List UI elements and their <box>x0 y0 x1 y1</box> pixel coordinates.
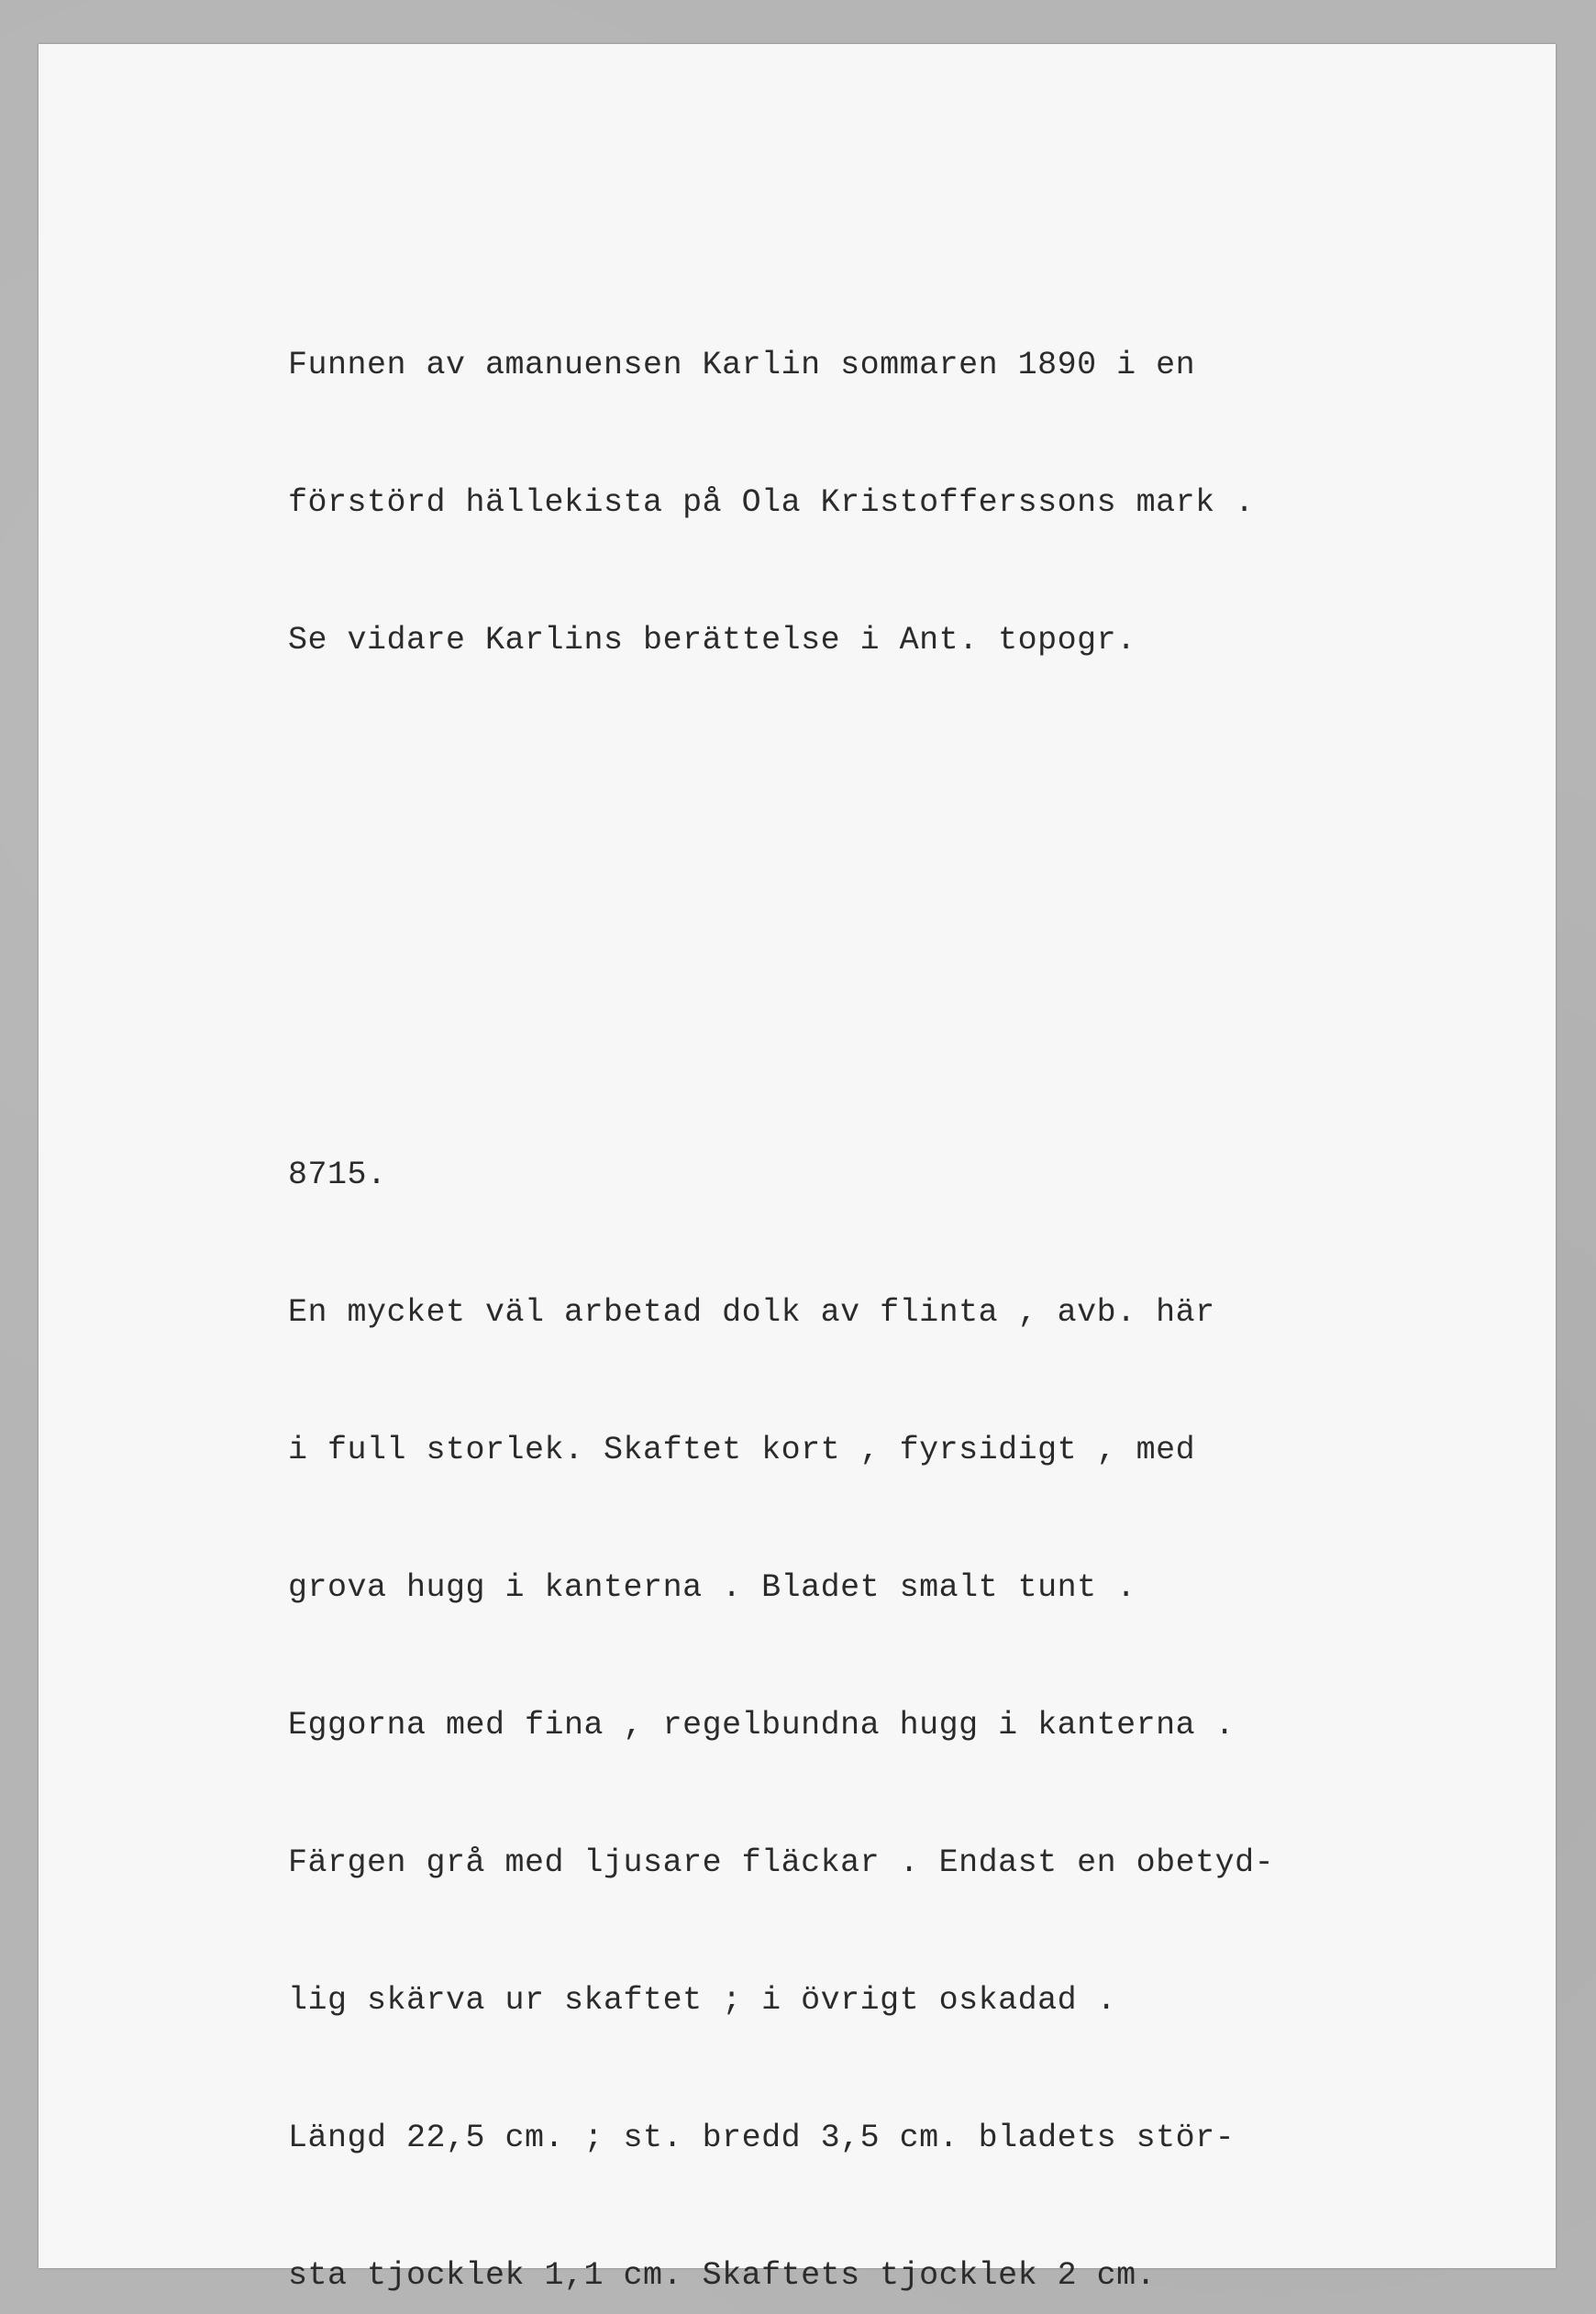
find-note-line: förstörd hällekista på Ola Kristofferssons mark . <box>288 484 1255 521</box>
catalog-description-line: Eggorna med fina , regelbundna hugg i kanterna . <box>288 1707 1236 1744</box>
find-note-line: Se vidare Karlins berättelse i Ant. topogr. <box>288 622 1136 659</box>
catalog-description-line: sta tjocklek 1,1 cm. Skaftets tjocklek 2 cm. <box>288 2257 1157 2294</box>
find-note-line: Funnen av amanuensen Karlin sommaren 1890 i en <box>288 347 1196 383</box>
catalog-description-line: lig skärva ur skaftet ; i övrigt oskadad . <box>288 1982 1117 2019</box>
archive-card <box>39 44 1556 2294</box>
catalog-description-line: Längd 22,5 cm. ; st. bredd 3,5 cm. bladets stör- <box>288 2120 1236 2156</box>
catalog-entry <box>288 1060 1274 2314</box>
catalog-description-line: En mycket väl arbetad dolk av flinta , avb. här <box>288 1294 1215 1331</box>
catalog-description-line: grova hugg i kanterna . Bladet smalt tunt . <box>288 1569 1136 1606</box>
find-note <box>288 250 1255 755</box>
catalog-description-line: i full storlek. Skaftet kort , fyrsidigt , med <box>288 1432 1196 1468</box>
catalog-number: 8715. <box>288 1157 387 1193</box>
catalog-description-line: Färgen grå med ljusare fläckar . Endast en obetyd- <box>288 1844 1275 1881</box>
